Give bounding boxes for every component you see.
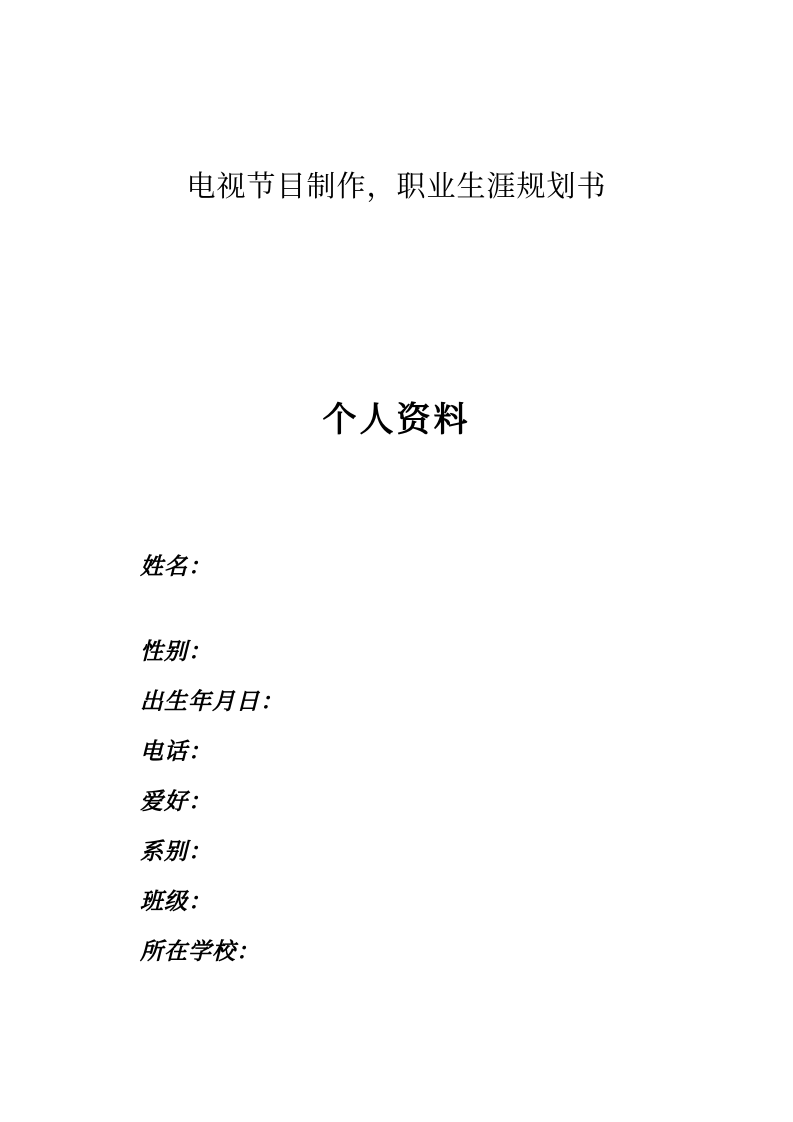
field-label-phone: 电话： xyxy=(140,738,212,765)
field-label-department: 系别： xyxy=(140,838,212,865)
field-label-hobby: 爱好： xyxy=(140,788,212,815)
field-label-class: 班级： xyxy=(140,888,212,915)
field-label-name: 姓名： xyxy=(140,553,212,580)
field-label-gender: 性别： xyxy=(140,638,212,665)
page-title: 电视节目制作，职业生涯规划书 xyxy=(186,169,607,203)
section-heading-personal-info: 个人资料 xyxy=(322,400,471,440)
field-label-school: 所在学校： xyxy=(140,938,260,965)
field-label-birthdate: 出生年月日： xyxy=(140,688,284,715)
personal-info-list xyxy=(140,548,660,966)
